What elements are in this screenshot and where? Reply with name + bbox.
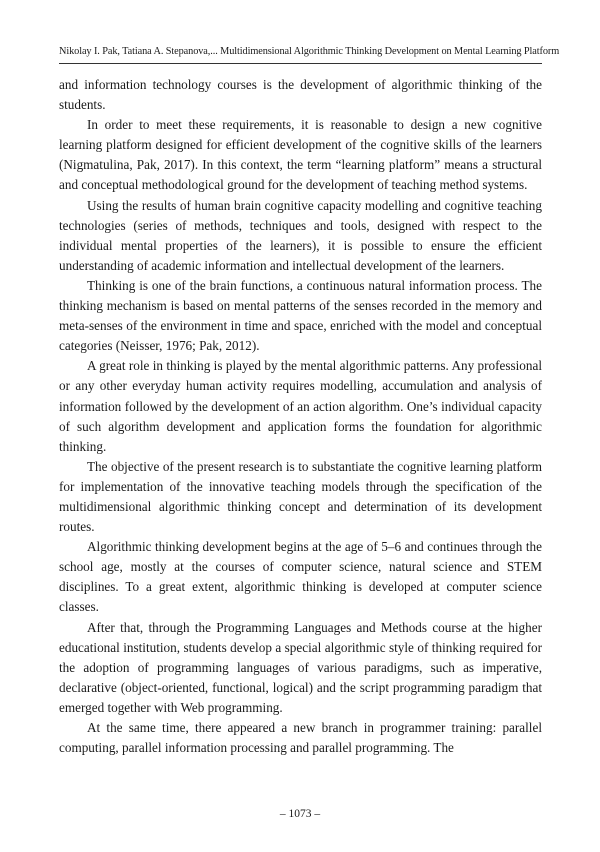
header-rule: [59, 63, 542, 64]
running-head: Nikolay I. Pak, Tatiana A. Stepanova,... Multidimensional Algorithmic Thinking Development on Mental Learning Platform: [59, 46, 560, 57]
paragraph-continuation: and information technology courses is the development of algorithmic thinking of the students.: [59, 77, 542, 113]
paragraph: Using the results of human brain cognitive capacity modelling and cognitive teaching technologies (series of methods, techniques and tools, designed with respect to the individual mental properties of the learners), it is possible to ensure the efficient understanding of academic information and intellectual development of the learners.: [59, 197, 542, 273]
body-text: [59, 75, 542, 758]
page-number: – 1073 –: [279, 808, 321, 820]
paragraph: At the same time, there appeared a new branch in programmer training: parallel computing, parallel information processing and parallel programming. The: [59, 720, 542, 756]
paragraph: Algorithmic thinking development begins at the age of 5–6 and continues through the school age, mostly at the courses of computer science, natural science and STEM disciplines. To a great extent, algorithmic thinking is developed at computer science classes.: [59, 539, 542, 615]
paragraph: In order to meet these requirements, it is reasonable to design a new cognitive learning platform designed for efficient development of the cognitive skills of the learners (Nigmatulina, Pak, 2017). In this context, the term “learning platform” means a structural and conceptual methodological ground for the development of teaching method systems.: [59, 117, 542, 193]
paragraph: Thinking is one of the brain functions, a continuous natural information process. The thinking mechanism is based on mental patterns of the senses recorded in the memory and meta-senses of the environment in time and space, enriched with the model and conceptual categories (Neisser, 1976; Pak, 2012).: [59, 277, 542, 354]
paragraph: A great role in thinking is played by the mental algorithmic patterns. Any professional or any other everyday human activity requires modelling, accumulation and analysis of information followed by the development of an action algorithm. One’s individual capacity of such algorithm development and application forms the foundation for algorithmic thinking.: [59, 358, 542, 454]
paragraph-objective: The objective of the present research is to substantiate the cognitive learning platform for implementation of the innovative teaching models through the specification of the multidimensional algorithmic thinking concept and determination of its development routes.: [59, 458, 542, 535]
paragraph: After that, through the Programming Languages and Methods course at the higher educational institution, students develop a special algorithmic style of thinking required for the adoption of programming languages of various paradigms, such as imperative, declarative (object-oriented, functional, logical) and the script programming paradigm that emerged together with Web programming.: [59, 619, 542, 715]
